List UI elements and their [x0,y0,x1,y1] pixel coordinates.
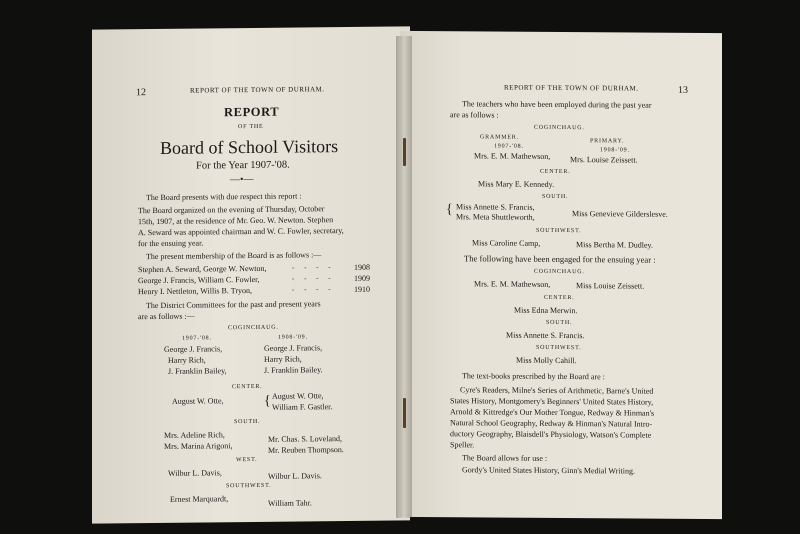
books-intro: The text-books prescribed by the Board are : [462,371,605,382]
right-page [400,31,722,519]
year-heading: 1907-'08. [494,143,524,150]
district-heading: CENTER. [540,168,571,176]
member-year: 1910 [354,284,370,294]
committee-member: August W. Otte, [272,391,324,401]
para-line: The Board organized on the evening of Thursday, October [138,204,325,216]
board-title: Board of School Visitors [160,136,339,158]
teacher-name: Mrs. E. M. Mathewson, [474,151,551,161]
report-title: REPORT [224,104,280,120]
para-line: A. Seward was appointed chairman and W. C. Fowler, secretary, [138,226,344,238]
brace-icon: { [446,202,453,218]
staple-top [403,138,406,166]
committee-member: Mrs. Adeline Rich, [164,430,225,440]
title-of-the: OF THE [238,123,264,131]
district-heading: COGINCHAUG. [534,124,585,132]
intro-text: The Board presents with due respect this report : [146,191,302,203]
district-heading: SOUTH. [542,193,569,201]
brace-icon: { [264,393,271,409]
year-heading: 1907-'08. [182,335,212,342]
member-names: George J. Francis, William C. Fowler, [138,274,260,286]
para-line: 15th, 1907, at the residence of Mr. Geo. W. Newton. Stephen [138,215,334,227]
teacher-name: Miss Mary E. Kennedy. [478,179,555,189]
page-number: 12 [136,87,146,99]
committee-member: August W. Otte, [172,396,224,406]
teacher-name: Miss Annette S. Francis, [456,202,535,212]
teacher-name: Miss Caroline Camp, [472,238,541,248]
committee-member: George J. Francis, [264,343,323,353]
staple-bottom [403,398,406,428]
teacher-name: Mrs. E. M. Mathewson, [474,279,551,289]
page-number: 13 [678,84,688,96]
district-heading: COGINCHAUG. [534,268,585,276]
district-heading: CENTER. [544,294,575,302]
district-heading: SOUTHWEST. [536,344,582,352]
membership-intro: The present membership of the Board is as follows :— [146,250,322,262]
year-title: For the Year 1907-'08. [196,159,290,172]
leader-dots: - - - - [292,285,335,294]
committee-member: Mrs. Marina Arigoni, [164,441,233,451]
district-heading: SOUTH. [234,418,261,426]
teacher-name: Miss Annette S. Francis. [506,330,585,341]
ornament-icon: —•— [230,173,254,186]
running-head: REPORT OF THE TOWN OF DURHAM. [190,85,325,95]
para-line: for the ensuing year. [138,238,204,249]
allows-text: Gordy's United States History, Ginn's Medial Writing. [462,465,635,476]
committee-member: Mr. Reuben Thompson. [268,445,344,455]
leader-dots: - - - - [292,274,335,283]
teachers-intro: are as follows : [450,110,499,120]
teacher-name: Miss Edna Merwin. [514,305,578,316]
committee-intro: The District Committees for the past and present years [146,299,321,311]
member-year: 1908 [354,262,370,272]
committee-member: Harry Rich, [168,355,206,365]
member-year: 1909 [354,273,370,283]
committee-intro: are as follows :— [138,311,195,322]
teachers-intro: The teachers who have been employed during the past year [462,99,652,110]
committee-member: J. Franklin Bailey. [264,365,323,375]
teacher-name: Miss Bertha M. Dudley. [576,240,654,250]
grade-heading: PRIMARY. [590,138,625,145]
committee-member: George J. Francis, [164,344,223,354]
committee-member: Wilbur L. Davis. [268,471,322,481]
district-heading: SOUTHWEST. [536,227,582,235]
district-heading: CENTER. [232,383,263,391]
year-heading: 1908-'09. [278,334,308,341]
teacher-name: Mrs. Louise Zeissett. [570,155,638,165]
member-names: Stephen A. Seward, George W. Newton, [138,263,267,275]
teacher-name: Miss Molly Cahill. [516,355,577,366]
committee-member: J. Franklin Bailey, [168,366,227,376]
books-line: Natural School Geography, Redway & Hinman's Natural Intro- [450,418,653,429]
district-heading: COGINCHAUG. [228,324,279,332]
books-line: Speller. [450,440,475,450]
committee-member: William F. Gastler. [272,402,333,412]
committee-member: Wilbur L. Davis, [168,468,222,478]
year-heading: 1908-'09. [600,147,630,154]
committee-member: William Tahr. [268,498,312,508]
books-line: Arnold & Kittredge's Our Mother Tongue, Redway & Hinman's [450,407,655,418]
teacher-name: Miss Genevieve Gilderslesve. [572,209,668,219]
member-names: Henry I. Nettleton, Willis B. Tryon, [138,285,252,297]
allows-intro: The Board allows for use : [462,453,548,463]
books-line: ductory Geography, Blaisdell's Physiology, Watson's Complete [450,429,652,440]
books-line: Cyre's Readers, Milne's Series of Arithmetic, Barne's United [460,385,654,396]
running-head: REPORT OF THE TOWN OF DURHAM. [504,83,639,93]
district-heading: WEST. [236,456,258,464]
committee-member: Mr. Chas. S. Loveland, [268,434,342,444]
books-line: States History, Montgomery's Beginners' United States History, [450,396,654,407]
grade-heading: GRAMMER. [480,134,519,141]
district-heading: SOUTH. [546,319,573,327]
book-gutter [396,36,412,518]
committee-member: Ernest Marquardt, [170,494,229,504]
left-page [92,26,410,523]
teacher-name: Miss Louise Zeissett. [576,281,645,291]
committee-member: Harry Rich, [264,354,302,364]
teacher-name: Mrs. Meta Shuttleworth, [456,212,535,222]
district-heading: SOUTHWEST. [226,482,272,490]
leader-dots: - - - - [292,263,335,272]
engaged-intro: The following have been engaged for the ensuing year : [464,253,656,265]
